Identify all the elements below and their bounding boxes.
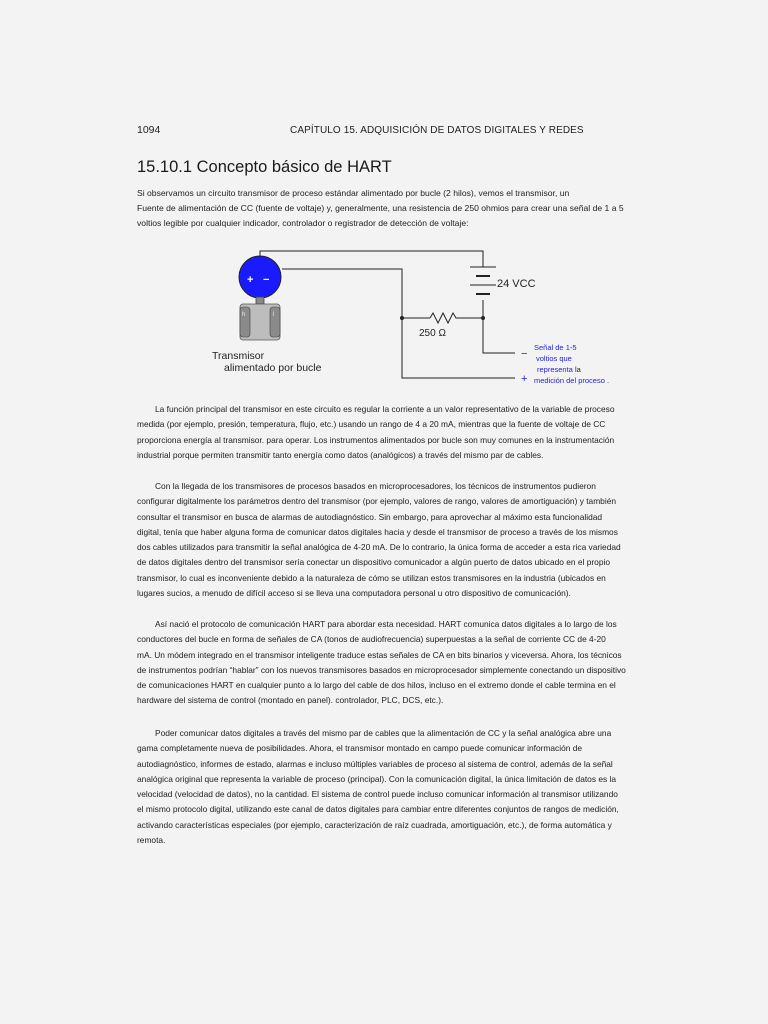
intro-line: Si observamos un circuito transmisor de proceso estándar alimentado por bucle (2 hilos), vemos el transmisor, un (137, 188, 570, 198)
paragraph-line: digital, tenía que haber alguna forma de comunicar datos digitales hacia y desde el transmisor de proceso a través de los mismos (137, 526, 618, 537)
h-port-label: h (242, 312, 246, 318)
transmitter-to-resistor-wire (282, 269, 402, 318)
signal-note-line3a: representa (537, 365, 573, 374)
section-title: 15.10.1 Concepto básico de HART (137, 158, 392, 176)
paragraph-2 (137, 479, 647, 601)
output-minus-sign: − (521, 348, 528, 360)
resistor-symbol (430, 313, 458, 323)
paragraph-line: transmisor, lo cual es inconveniente debido a la naturaleza de cómo se utilizan estos transmisores en la industria (ubicados en (137, 572, 606, 583)
paragraph-line: conductores del bucle en forma de señales de CA (tonos de audiofrecuencia) superpuestas a la señal de corriente CC de 4-20 (137, 634, 606, 645)
minus-terminal-label: − (263, 274, 270, 286)
plus-terminal-label: + (247, 274, 254, 286)
top-wire (260, 251, 483, 267)
loop-circuit-diagram (200, 245, 640, 395)
signal-note-line4b: . (604, 376, 610, 385)
signal-note-line4 (534, 376, 609, 385)
paragraph-line: proporciona energía al transmisor. para operar. Los instrumentos alimentados por bucle son muy comunes en la instrumentación (137, 434, 615, 445)
output-plus-sign: + (521, 373, 528, 385)
page-number: 1094 (137, 124, 161, 136)
paragraph-line: dos cables utilizados para transmitir la señal analógica de 4-20 mA. De lo contrario, la única forma de acceder a esta rica variedad (137, 542, 621, 553)
intro-line: Fuente de alimentación de CC (fuente de voltaje) y, generalmente, una resistencia de 250 ohmios para crear una señal de 1 a 5 (137, 203, 624, 213)
paragraph-line: remota. (137, 835, 166, 846)
plus-output-wire (402, 318, 515, 378)
paragraph-line: hardware del sistema de control (montado en panel). controlador, PLC, DCS, etc.). (137, 695, 444, 706)
paragraph-line: medida (por ejemplo, presión, temperatura, flujo, etc.) usando un rango de 4 a 20 mA, mientras que la fuente de voltaje de CC (137, 419, 606, 430)
paragraph-line: autodiagnóstico, informes de estado, alarmas e incluso múltiples variables de proceso al sistema de control, además de la señal (137, 758, 613, 769)
signal-note-line2: voltios que (536, 354, 572, 363)
paragraph-3 (137, 617, 647, 709)
paragraph-line: lugares sucios, a menudo de difícil acceso si se lleva una computadora personal u otro dispositivo de comunicación). (137, 588, 571, 599)
paragraph-4 (137, 726, 647, 848)
paragraph-line: de instrumentos podrían “hablar” con los nuevos transmisores basados en microprocesador simplemente conectando un dispositivo (137, 664, 626, 675)
signal-note-line3b: la (572, 365, 581, 374)
transmitter-label-line2: alimentado por bucle (224, 362, 322, 374)
transmitter-label-line1: Transmisor (212, 350, 265, 362)
transmitter-symbol (239, 256, 281, 340)
supply-voltage-label: 24 VCC (497, 278, 536, 290)
l-port-label: l (273, 312, 275, 318)
paragraph-line: Así nació el protocolo de comunicación HART para abordar esta necesidad. HART comunica datos digitales a lo largo de los (155, 619, 617, 629)
signal-note-line1: Señal de 1-5 (534, 343, 577, 352)
paragraph-line: analógica original que representa la variable de proceso (principal). Con la comunicación digital, la única limitación de datos es la (137, 773, 617, 784)
signal-note-line3 (537, 365, 582, 374)
circuit-wires (260, 251, 515, 378)
paragraph-line: Poder comunicar datos digitales a través del mismo par de cables que la alimentación de CC y la señal analógica abre una (155, 728, 612, 738)
battery-symbol (470, 267, 496, 294)
paragraph-line: activando características especiales (por ejemplo, caracterización de raíz cuadrada, amortiguación, etc.), de forma automática y (137, 819, 612, 830)
paragraph-line: gama completamente nueva de posibilidades. Ahora, el transmisor montado en campo puede comunicar información de (137, 743, 583, 754)
paragraph-line: velocidad (velocidad de datos), no la cantidad. El sistema de control puede incluso comunicar información al transmisor utilizando (137, 789, 618, 800)
paragraph-line: mA. Un módem integrado en el transmisor inteligente traduce estas señales de CA en bits binarios y viceversa. Ahora, los técnicos (137, 649, 622, 660)
paragraph-line: Con la llegada de los transmisores de procesos basados en microprocesadores, los técnicos de instrumentos pudieron (155, 481, 596, 491)
intro-line: voltios legible por cualquier indicador, controlador o registrador de detección de voltaje: (137, 218, 469, 228)
minus-output-wire (483, 318, 515, 353)
paragraph-line: de datos digitales dentro del transmisor sería conectar un dispositivo comunicador a algún puerto de datos ubicado en el propio (137, 557, 611, 568)
paragraph-line: configurar digitalmente los parámetros dentro del transmisor (por ejemplo, valores de rango, valores de amortiguación) y también (137, 496, 617, 507)
resistor-value-label: 250 Ω (419, 328, 446, 339)
signal-note-line4a: medición del proceso (534, 376, 605, 385)
junction-dot-right (481, 316, 485, 320)
paragraph-1 (137, 402, 647, 463)
paragraph-line: industrial porque permiten transmitir tanto energía como datos (analógicos) a través del mismo par de cables. (137, 449, 544, 460)
paragraph-line: consultar el transmisor en busca de alarmas de autodiagnóstico. Sin embargo, para aprovechar al máximo esta funcionalidad (137, 511, 603, 522)
junction-dot-left (400, 316, 404, 320)
intro-paragraph (137, 186, 637, 231)
paragraph-line: de comunicaciones HART en cualquier punto a lo largo del cable de dos hilos, incluso en el extremo donde el cable termina en el (137, 680, 616, 691)
transmitter-head (239, 256, 281, 298)
paragraph-line: el mismo protocolo digital, utilizando este canal de datos digitales para cambiar entre diferentes conjuntos de rangos de medición, (137, 804, 619, 815)
paragraph-line: La función principal del transmisor en este circuito es regular la corriente a un valor representativo de la variable de proceso (155, 404, 615, 414)
chapter-heading: CAPÍTULO 15. ADQUISICIÓN DE DATOS DIGITALES Y REDES (290, 125, 584, 136)
